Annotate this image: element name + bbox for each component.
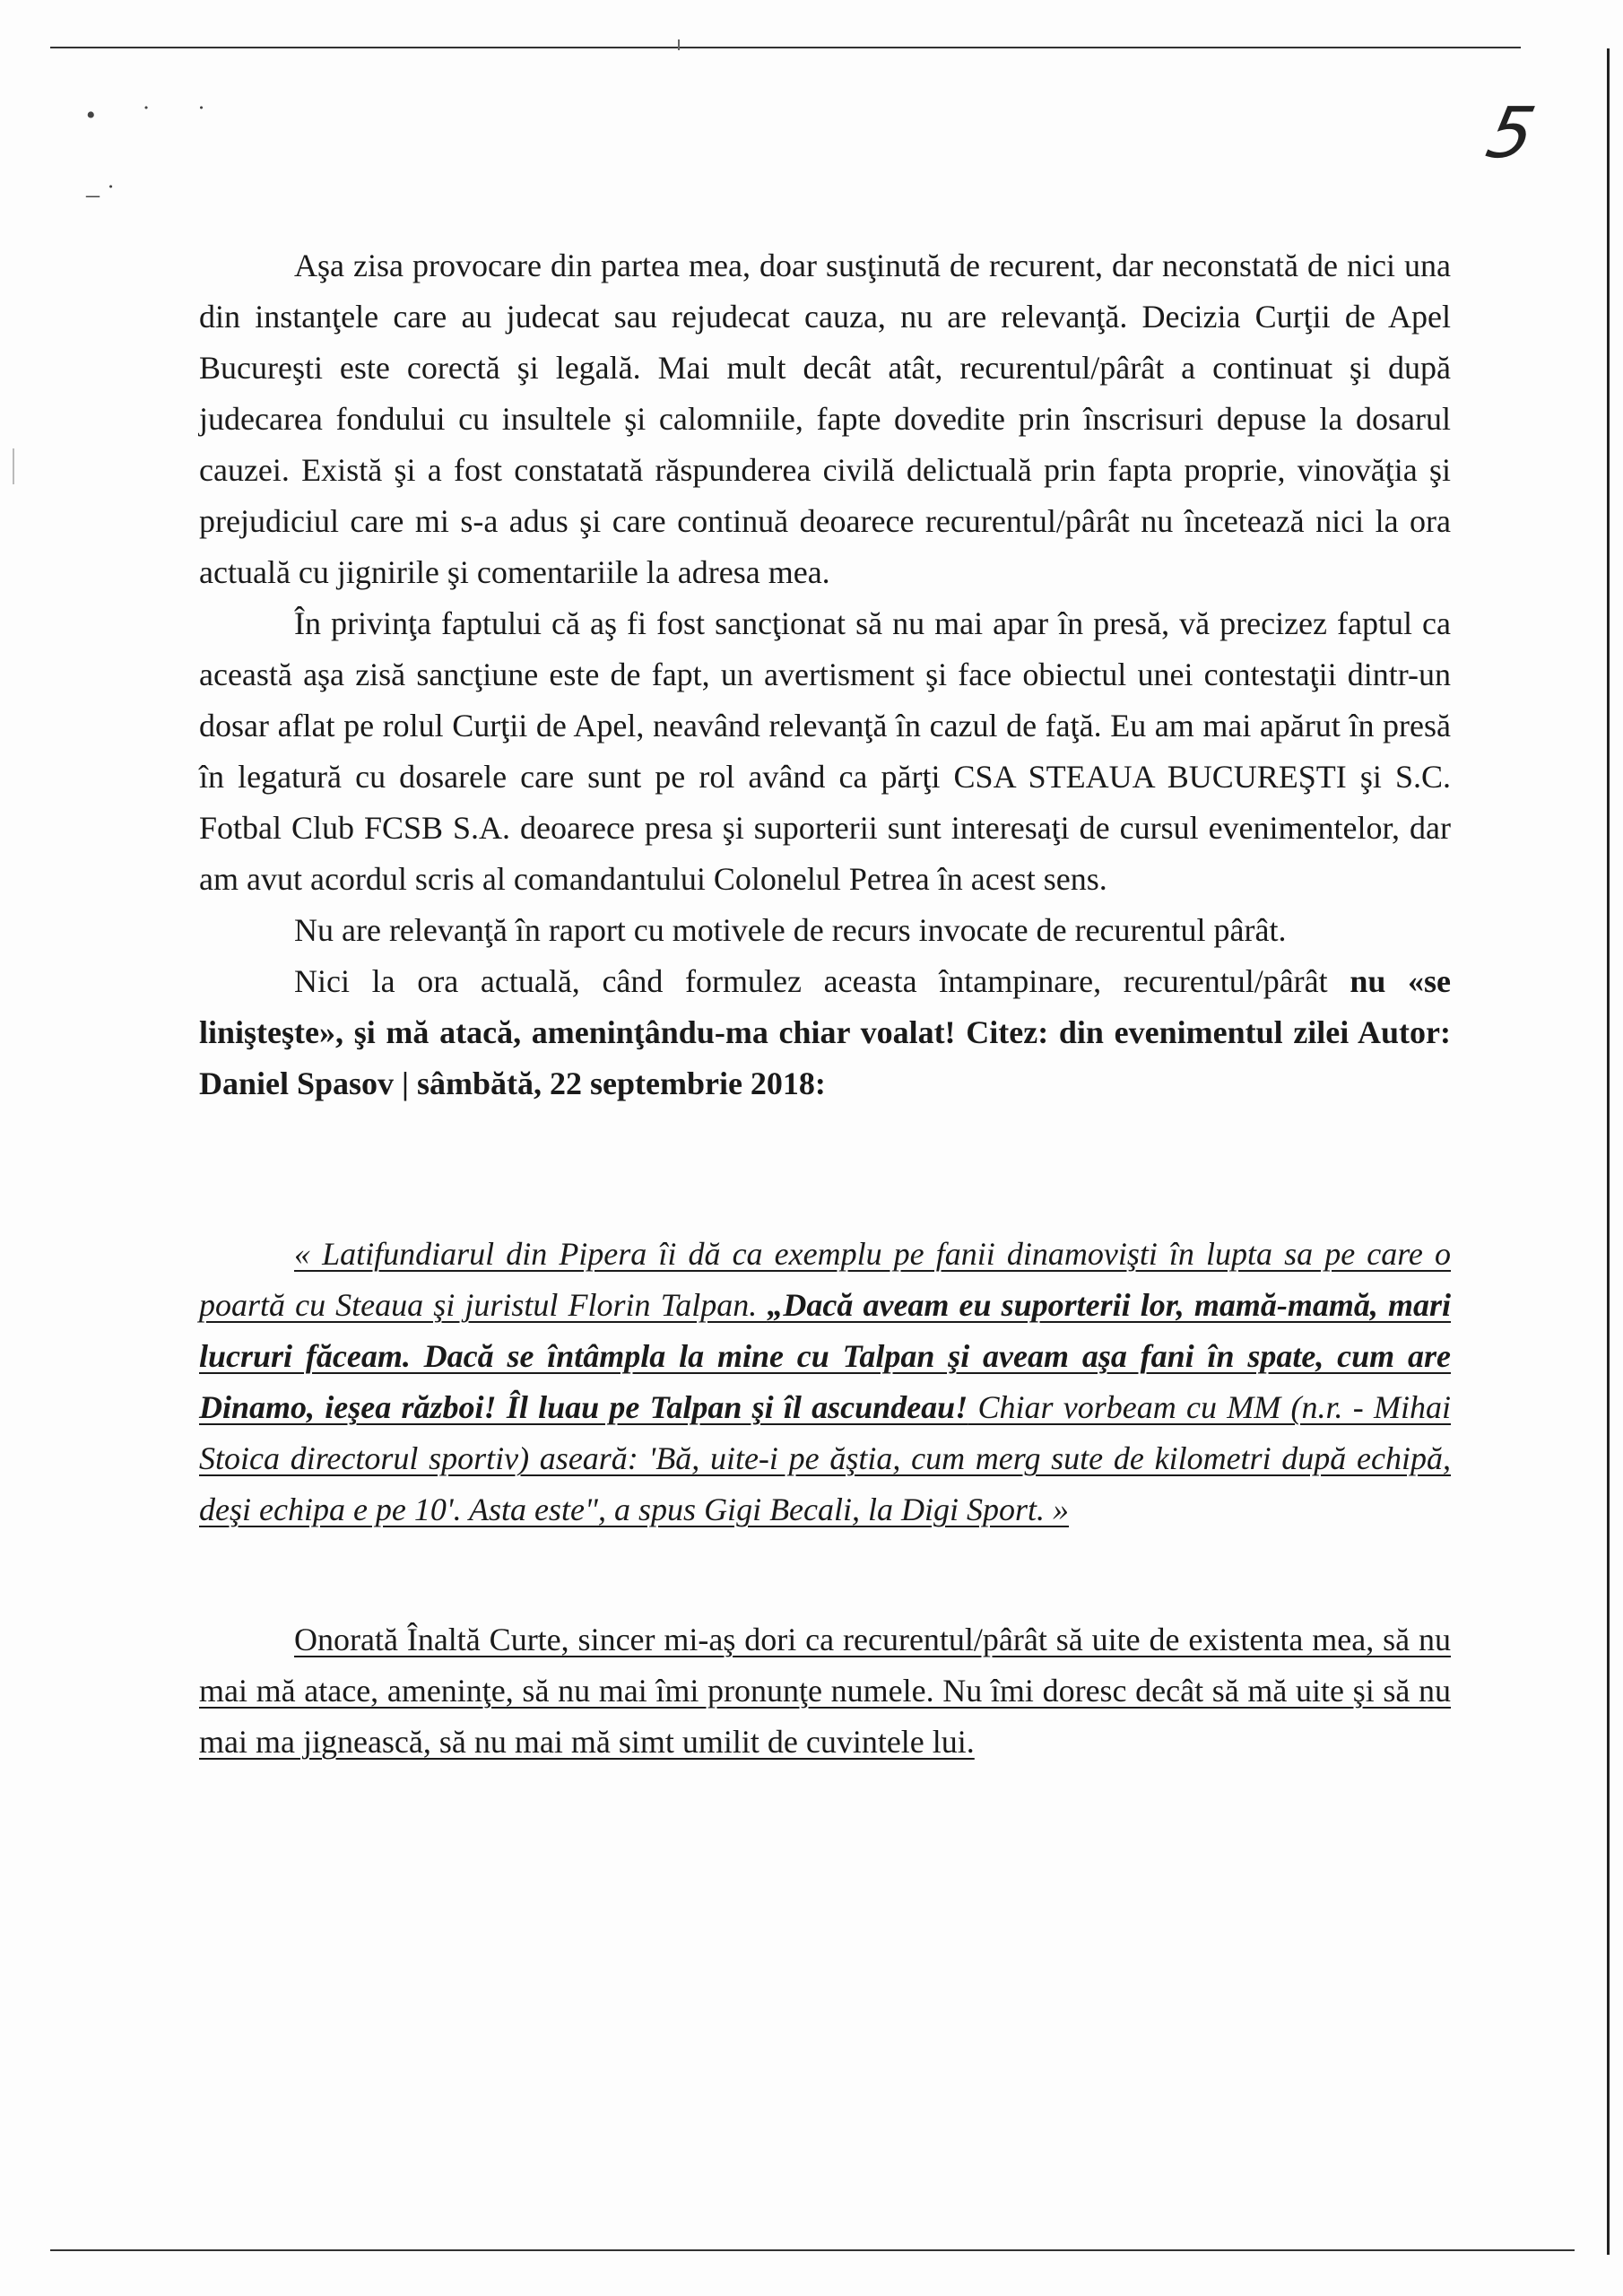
press-quote [199, 1229, 1451, 1535]
paragraph-3: Nu are relevanţă în raport cu motivele de recurs invocate de recurentul pârât. [294, 912, 1287, 948]
quote-intro: « Latifundiarul din Pipera îi dă ca exemplu pe fanii dinamovişti în lupta sa pe care o poartă cu Steaua şi juristul Florin Talpan. [199, 1236, 1451, 1323]
left-scan-mark [13, 448, 14, 484]
quote-bold: „Dacă aveam eu suporterii lor, mamă-mamă, mari lucruri făceam. Dacă se întâmpla la mine cu Talpan şi aveam aşa fani în spate, cum are Dinamo, ieşea război! Îl luau pe Talpan şi îl ascundeau! [199, 1287, 1451, 1425]
scan-specks-side: – ˙ [86, 179, 116, 209]
scan-specks-top: • ˙ ˙ [86, 100, 226, 130]
quote-ending: Chiar vorbeam cu MM (n.r. - Mihai Stoica directorul sportiv) aseară: 'Bă, uite-i pe ăştia, cum merg sute de kilometri după echipă, deşi echipa e pe 10'. Asta este", a spus Gigi Becali, la Digi Sport. » [199, 1389, 1452, 1527]
closing-paragraph: Onorată Înaltă Curte, sincer mi-aş dori ca recurentul/pârât să uite de existenta mea, să nu mai mă atace, ameninţe, să nu mai îmi pronunţe numele. Nu îmi doresc decât să mă uite şi să nu mai ma jignească, să nu mai mă simt umilit de cuvintele lui. [199, 1622, 1451, 1760]
paragraph-4-bold: nu «se linişteşte», şi mă atacă, ameninţându-ma chiar voalat! Citez: din evenimentul zilei Autor: Daniel Spasov | sâmbătă, 22 septembrie 2018: [199, 963, 1451, 1101]
bottom-border-line [50, 2249, 1575, 2251]
paragraph-4-plain: Nici la ora actuală, când formulez aceasta întampinare, recurentul/pârât [294, 963, 1350, 999]
paragraph-4 [199, 956, 1451, 1109]
top-border-line [50, 47, 1521, 48]
page-number: 5 [1480, 93, 1542, 174]
paragraph-2: În privinţa faptului că aş fi fost sancţionat să nu mai apar în presă, vă precizez faptul ca această aşa zisă sancţiune este de fapt, un avertisment şi face obiectul unei contestaţii dintr-un dosar aflat pe rolul Curţii de Apel, neavând relevanţă în cazul de faţă. Eu am mai apărut în presă în legatură cu dosarele care sunt pe rol având ca părţi CSA STEAUA BUCUREŞTI şi S.C. Fotbal Club FCSB S.A. deoarece presa şi suporterii sunt interesaţi de cursul evenimentelor, dar am avut acordul scris al comandantului Colonelul Petrea în acest sens. [199, 605, 1451, 897]
right-border-line [1607, 48, 1610, 2255]
body-text [199, 240, 1451, 1109]
top-border-tick [678, 39, 680, 50]
paragraph-1: Aşa zisa provocare din partea mea, doar susţinută de recurent, dar neconstată de nici una din instanţele care au judecat sau rejudecat cauza, nu are relevanţă. Decizia Curţii de Apel Bucureşti este corectă şi legală. Mai mult decât atât, recurentul/pârât a continuat şi după judecarea fondului cu insultele şi calomniile, fapte dovedite prin înscrisuri depuse la dosarul cauzei. Există şi a fost constatată răspunderea civilă delictuală prin fapta proprie, vinovăţia şi prejudiciul care mi s-a adus şi care continuă deoarece recurentul/pârât nu încetează nici la ora actuală cu jignirile şi comentariile la adresa mea. [199, 248, 1451, 590]
